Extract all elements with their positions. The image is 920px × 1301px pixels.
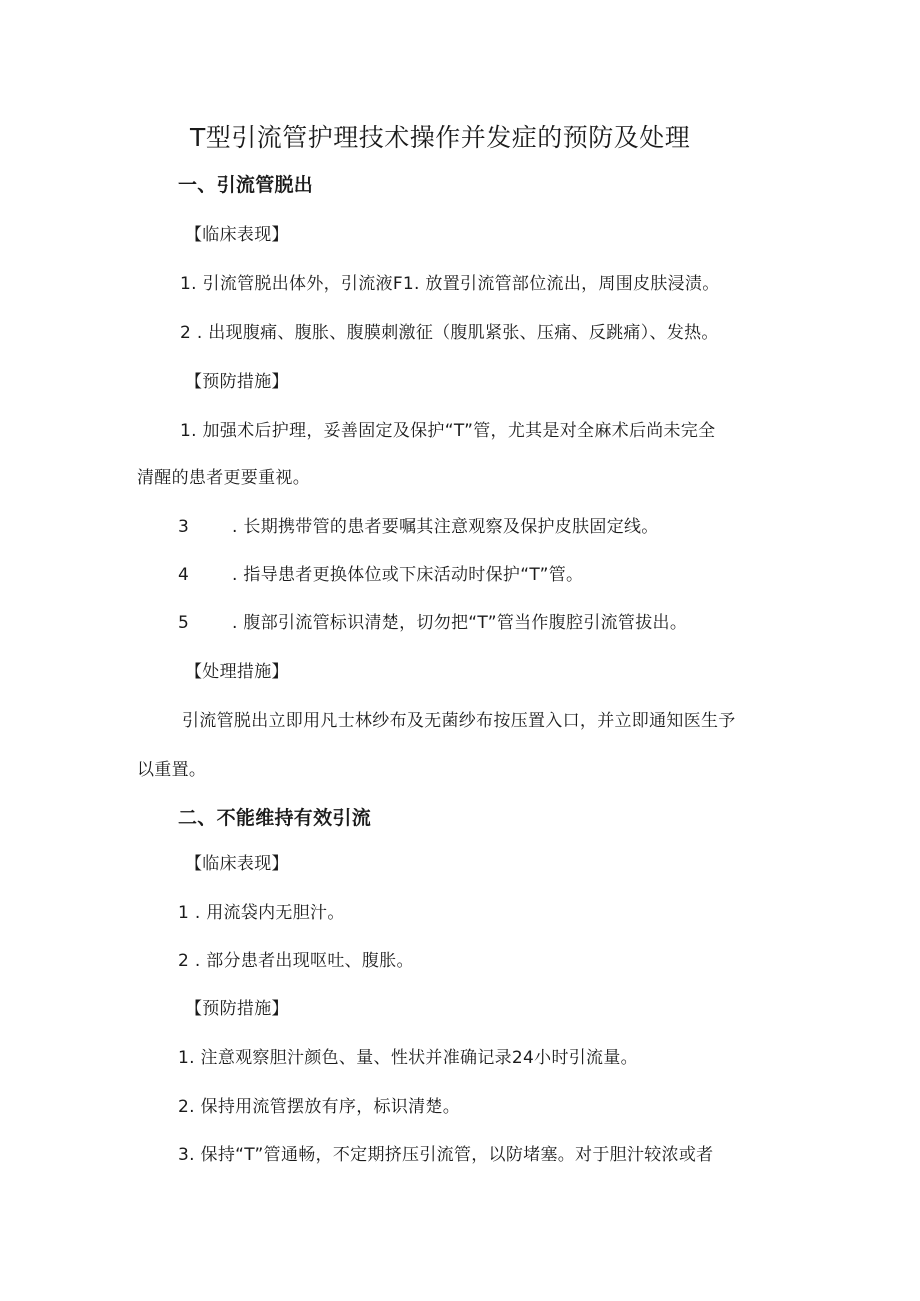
label-clinical-1: 【临床表现】 xyxy=(185,225,289,245)
section-heading-2: 二、不能维持有效引流 xyxy=(178,807,372,829)
clinical-item-1-1: 1. 引流管脱出体外，引流液F1. 放置引流管部位流出，周围皮肤浸渍。 xyxy=(180,274,720,294)
section-heading-1: 一、引流管脱出 xyxy=(178,174,314,196)
item-text: . 长期携带管的患者要嘱其注意观察及保护皮肤固定线。 xyxy=(232,517,659,537)
label-clinical-2: 【临床表现】 xyxy=(185,854,289,874)
label-prevention-2: 【预防措施】 xyxy=(185,999,289,1019)
prevention-item-1-1-line2: 清醒的患者更要重视。 xyxy=(137,468,310,488)
prevention-item-1-4 xyxy=(178,564,583,586)
page-title: T型引流管护理技术操作并发症的预防及处理 xyxy=(190,123,691,152)
prevention-item-1-1-line1: 1. 加强术后护理，妥善固定及保护“T”管，尤其是对全麻术后尚未完全 xyxy=(180,421,716,441)
prevention-item-2-1: 1. 注意观察胆汁颜色、量、性状并准确记录24小时引流量。 xyxy=(178,1048,638,1068)
label-prevention-1: 【预防措施】 xyxy=(185,372,289,392)
prevention-item-1-5 xyxy=(178,612,687,634)
clinical-item-2-2: 2 . 部分患者出现呕吐、腹胀。 xyxy=(178,951,414,971)
prevention-item-2-3: 3. 保持“T”管通畅，不定期挤压引流管，以防堵塞。对于胆汁较浓或者 xyxy=(178,1145,714,1165)
prevention-item-2-2: 2. 保持用流管摆放有序，标识清楚。 xyxy=(178,1097,461,1117)
item-number: 3 xyxy=(178,517,190,537)
treatment-line2: 以重置。 xyxy=(137,760,207,780)
clinical-item-2-1: 1 . 用流袋内无胆汁。 xyxy=(178,903,345,923)
item-text: . 指导患者更换体位或下床活动时保护“T”管。 xyxy=(232,565,584,585)
clinical-item-1-2: 2 . 出现腹痛、腹胀、腹膜刺激征（腹肌紧张、压痛、反跳痛）、发热。 xyxy=(180,323,719,343)
treatment-line1: 引流管脱出立即用凡士林纱布及无菌纱布按压置入口，并立即通知医生予 xyxy=(182,711,736,731)
label-treatment-1: 【处理措施】 xyxy=(185,662,289,682)
prevention-item-1-3 xyxy=(178,516,659,538)
item-number: 5 xyxy=(178,613,190,633)
item-number: 4 xyxy=(178,565,190,585)
item-text: . 腹部引流管标识清楚，切勿把“T”管当作腹腔引流管拔出。 xyxy=(232,613,688,633)
